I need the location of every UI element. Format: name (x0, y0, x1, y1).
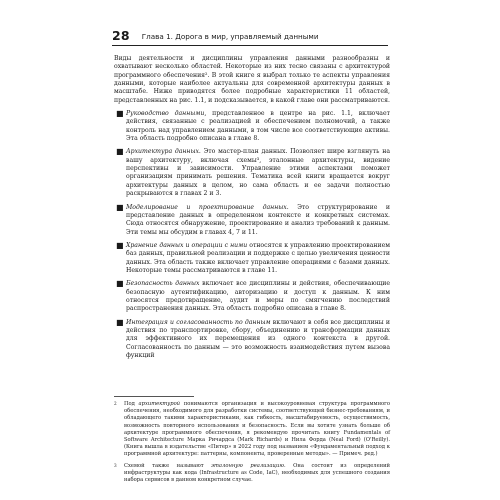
bullet-item-architecture (114, 148, 390, 198)
chapter-title: Глава 1. Дорога в мир, управляемый данными (141, 32, 319, 41)
bullet-item-storage (114, 242, 390, 275)
bullet-text: . Это мастер-план данных. Позволяет шире взглянуть на вашу архитектуру, включая схемы³, эталонные архитектуры, видение перспективы и зависимости. Управление этими аспектами поможет организациям принимать решения. Тематика всей книги вращается вокруг архитектуры данных в целом, но сама область и ее задачи полностью раскрываются в главах 2 и 3. (126, 148, 390, 198)
bullet-list (114, 110, 390, 360)
bullet-text: включает все дисциплины и действия, обеспечивающие безопасную аутентификацию, авторизацию и доступ к данным. К ним относятся предотвращение, аудит и меры по смягчению последствий распространения данных. Эта область подробно описана в главе 8. (126, 280, 391, 313)
bullet-term: Хранение данных и операции с ними (126, 241, 248, 249)
intro-paragraph: Виды деятельности и дисциплины управления данными разнообразны и охватывают несколько областей. Некоторые из них тесно связаны с архитектурой программного обеспечения². В этой книге я выбрал только те аспекты управления данными, которые наиболее актуальны для современной архитектуры данных в масштабе. Ниже приводятся более подробные характеристики 11 областей, представленных на рис. 1.1, и подсказывается, в какой главе они рассматриваются. (114, 55, 390, 104)
header-rule (112, 45, 388, 46)
bullet-icon: ■ (116, 240, 124, 250)
footnotes (114, 401, 390, 488)
bullet-icon: ■ (116, 109, 124, 119)
page-number: 28 (112, 28, 130, 43)
bullet-term: Руководство данными (126, 110, 205, 118)
bullet-icon: ■ (116, 147, 124, 157)
footnote-prefix: Под (124, 401, 139, 407)
footnote-rule (114, 396, 194, 397)
bullet-item-integration (114, 319, 390, 361)
footnote-text: понимаются организация и высокоуровневая структура программного обеспечения, необходимого для разработки системы, соответствующей бизнес-требованиям, и обладающего такими характеристиками, как гибкость, масштабируемость, осуществимость, возможность повторного использования и безопасность. Если вы хотите узнать больше об архитектуре программного обеспечения, я рекомендую прочитать книгу Fundamentals of Software Architecture Марка Ричардса (Mark Richards) и Нила Форда (Neal Ford) (O'Reilly). (Книга вышла в издательстве «Питер» в 2022 году под названием «Фундаментальный подход к программной архитектуре: паттерны, компоненты, проверенные методы». — Примеч. ред.) (124, 401, 390, 458)
bullet-term: Архитектура данных (126, 148, 199, 156)
bullet-text: . Это структурирование и представление данных в определенном контексте и конкретных системах. Сюда относятся обнаружение, проектирование и анализ требований к данным. Эти темы мы обсудим в главах 4, 7 и 11. (126, 203, 390, 236)
page-header (112, 28, 388, 42)
bullet-term: Интеграция и согласованность по данным (126, 318, 271, 326)
footnote-2 (114, 401, 390, 459)
footnote-number: 3 (114, 462, 117, 468)
bullet-term: Моделирование и проектирование данных (126, 203, 287, 211)
bullet-item-modeling (114, 204, 390, 237)
bullet-icon: ■ (116, 202, 124, 212)
bullet-icon: ■ (116, 317, 124, 327)
bullet-icon: ■ (116, 279, 124, 289)
bullet-item-security (114, 280, 390, 313)
body-text (114, 55, 390, 365)
bullet-term: Безопасность данных (126, 280, 200, 288)
bullet-text: включают в себя все дисциплины и действия по транспортировке, сбору, объединению и трансформации данных для эффективного их перемещения из одного контекста в другой. Согласованность по данным — это возможность взаимодействия путем вызова функций (126, 318, 390, 359)
footnote-text: . Она состоит из определений инфраструктуры как кода (Infrastructure as Code, IaC), необходимых для успешного создания набора сервисов в данном конкретном случае. (124, 462, 391, 484)
footnote-prefix: Схемой также называют (124, 462, 212, 469)
footnote-term: архитектурой (138, 401, 181, 407)
bullet-text: , представленное в центре на рис. 1.1, включает действия, связанные с реализацией и обеспечением полномочий, а также контроль над управлением данными, в том числе все соответствующие активы. Эта область подробно описана в главе 8. (126, 110, 390, 143)
footnote-3 (114, 463, 390, 485)
bullet-item-governance (114, 110, 390, 143)
bullet-text: относятся к управлению проектированием баз данных, правильной реализации и поддержке с целью увеличения ценности данных. Эта область также включает управление операциями с базами данных. Некоторые темы рассматриваются в главе 11. (126, 241, 391, 274)
footnote-term: эталонную реализацию (211, 462, 284, 469)
footnote-number: 2 (114, 401, 117, 406)
